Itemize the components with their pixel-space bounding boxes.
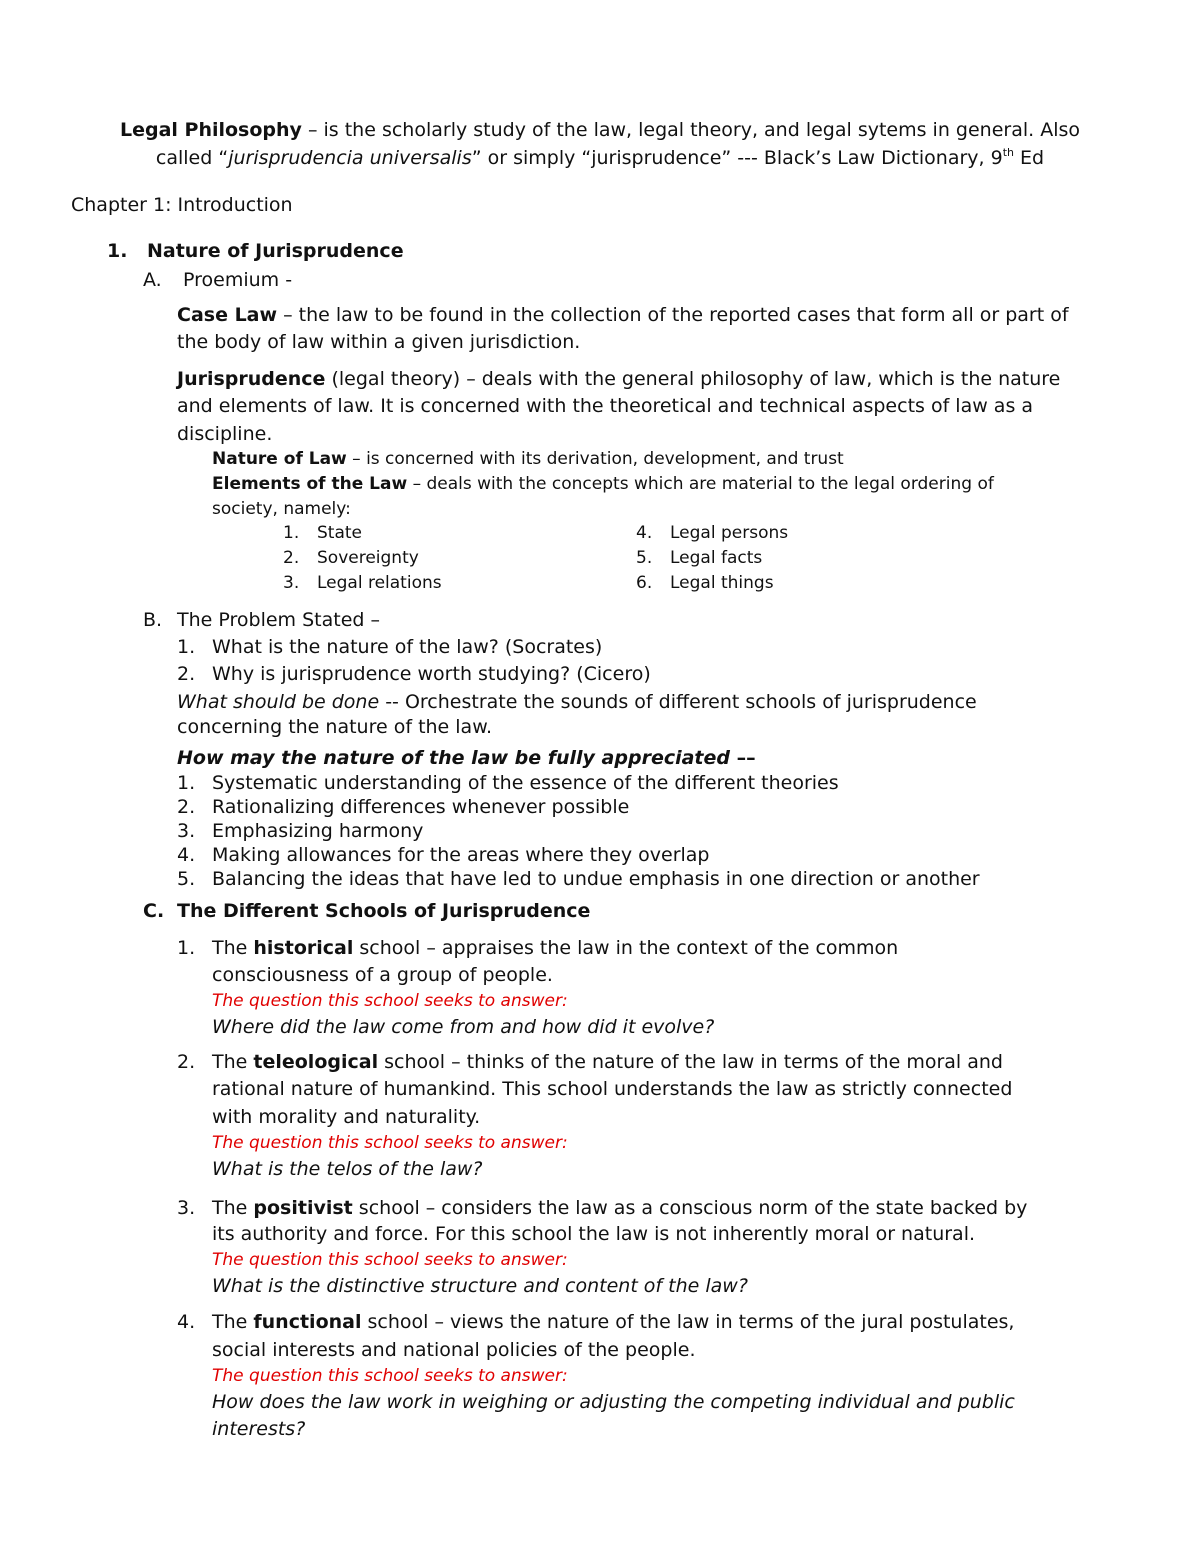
nature-of-law-term: Nature of Law xyxy=(212,449,347,469)
subsection-a-letter: A. xyxy=(143,269,162,291)
list-item xyxy=(177,771,839,795)
school-text-1: school – thinks of the nature of the law in terms of the moral and xyxy=(378,1051,1003,1073)
school-text-1: school – appraises the law in the context of the common xyxy=(353,937,899,959)
todo-text-1: -- Orchestrate the sounds of different schools of jurisprudence xyxy=(379,691,977,713)
school-question-text: What is the telos of the law? xyxy=(212,1158,483,1180)
list-label: State xyxy=(317,523,362,543)
subsection-a-title: Proemium - xyxy=(183,269,293,291)
school-historical-line-1 xyxy=(177,936,898,960)
school-question xyxy=(212,1390,1015,1414)
list-num: 1. xyxy=(177,937,196,959)
subsection-c-title: The Different Schools of Jurisprudence xyxy=(177,900,591,922)
school-functional-line-2: social interests and national policies of the people. xyxy=(212,1339,696,1361)
elements-text-1: – deals with the concepts which are material to the legal ordering of xyxy=(407,474,994,494)
list-label: Legal facts xyxy=(670,548,763,568)
school-teleological-line-2: rational nature of humankind. This school understands the law as strictly connected xyxy=(212,1078,1013,1100)
subsection-b-title: The Problem Stated – xyxy=(177,609,380,631)
school-name: positivist xyxy=(253,1197,353,1219)
case-law-line-1 xyxy=(177,303,1069,327)
school-question-text-2: interests? xyxy=(212,1418,306,1440)
list-label: Balancing the ideas that have led to undue emphasis in one direction or another xyxy=(212,868,980,890)
list-num: 4. xyxy=(177,844,196,866)
list-label: Legal things xyxy=(670,573,774,593)
list-label: Sovereignty xyxy=(317,548,419,568)
list-item xyxy=(636,521,788,545)
section-1-heading xyxy=(107,239,404,263)
list-num: 3. xyxy=(177,820,196,842)
intro-def-sup: th xyxy=(1002,146,1014,159)
school-question-text: What is the distinctive structure and content of the law? xyxy=(212,1275,748,1297)
intro-def-b2: ” or simply “jurisprudence” --- Black’s Law Dictionary, 9 xyxy=(471,147,1003,169)
list-item xyxy=(636,571,774,595)
school-pre: The xyxy=(212,1051,254,1073)
list-item xyxy=(283,571,442,595)
todo-line-2: concerning the nature of the law. xyxy=(177,716,493,738)
list-num: 3. xyxy=(177,1197,196,1219)
how-heading xyxy=(177,746,756,770)
list-label: Legal persons xyxy=(670,523,789,543)
intro-def-italic: jurisprudencia universalis xyxy=(228,147,472,169)
list-label: Legal relations xyxy=(317,573,442,593)
school-name: historical xyxy=(253,937,354,959)
list-item xyxy=(283,546,419,570)
jurisprudence-text-1: (legal theory) – deals with the general philosophy of law, which is the nature xyxy=(325,368,1061,390)
school-pre: The xyxy=(212,1311,254,1333)
school-question xyxy=(212,1157,483,1181)
school-positivist-line-1 xyxy=(177,1196,1027,1220)
todo-line-1 xyxy=(177,690,977,714)
how-heading-text: How may the nature of the law be fully appreciated xyxy=(177,747,731,769)
school-teleological-line-3: with morality and naturality. xyxy=(212,1106,481,1128)
list-label: Making allowances for the areas where they overlap xyxy=(212,844,710,866)
elements-line-2: society, namely: xyxy=(212,499,351,519)
school-question-label: The question this school seeks to answer: xyxy=(212,1133,568,1153)
school-question-label: The question this school seeks to answer: xyxy=(212,1250,568,1270)
list-num: 6. xyxy=(636,573,653,593)
list-item xyxy=(636,546,762,570)
list-item xyxy=(283,521,362,545)
list-label: What is the nature of the law? (Socrates) xyxy=(212,636,603,658)
school-question-label: The question this school seeks to answer: xyxy=(212,1366,568,1386)
school-question xyxy=(212,1274,748,1298)
subsection-c-heading xyxy=(143,899,590,923)
list-num: 1. xyxy=(283,523,300,543)
nature-of-law-line xyxy=(212,447,844,471)
jurisprudence-term: Jurisprudence xyxy=(177,368,326,390)
school-text-1: school – views the nature of the law in terms of the jural postulates, xyxy=(361,1311,1015,1333)
school-teleological-line-1 xyxy=(177,1050,1003,1074)
how-heading-dash: –– xyxy=(730,747,756,769)
school-question-cont xyxy=(212,1417,305,1441)
jurisprudence-line-1 xyxy=(177,367,1060,391)
list-num: 3. xyxy=(283,573,300,593)
school-question-text: Where did the law come from and how did it evolve? xyxy=(212,1016,715,1038)
school-functional-line-1 xyxy=(177,1310,1014,1334)
elements-term: Elements of the Law xyxy=(212,474,408,494)
list-item xyxy=(177,662,651,686)
list-num: 4. xyxy=(177,1311,196,1333)
list-num: 1. xyxy=(177,636,196,658)
list-label: Systematic understanding of the essence of the different theories xyxy=(212,772,839,794)
school-question-label: The question this school seeks to answer: xyxy=(212,991,568,1011)
school-text-1: school – considers the law as a conscious norm of the state backed by xyxy=(352,1197,1028,1219)
todo-italic: What should be done xyxy=(177,691,380,713)
list-num: 2. xyxy=(177,796,196,818)
list-item xyxy=(177,867,980,891)
list-label: Why is jurisprudence worth studying? (Cicero) xyxy=(212,663,651,685)
elements-line-1 xyxy=(212,472,994,496)
list-num: 2. xyxy=(283,548,300,568)
school-pre: The xyxy=(212,1197,254,1219)
list-num: 5. xyxy=(177,868,196,890)
school-name: teleological xyxy=(253,1051,379,1073)
subsection-b-letter: B. xyxy=(143,609,163,631)
list-item xyxy=(177,819,423,843)
list-item xyxy=(177,843,710,867)
school-historical-line-2: consciousness of a group of people. xyxy=(212,964,553,986)
list-item xyxy=(177,795,629,819)
school-pre: The xyxy=(212,937,254,959)
intro-def-a: – is the scholarly study of the law, legal theory, and legal sytems in general. Also xyxy=(301,119,1081,141)
chapter-heading: Chapter 1: Introduction xyxy=(71,194,293,216)
list-label: Emphasizing harmony xyxy=(212,820,424,842)
list-num: 2. xyxy=(177,663,196,685)
nature-of-law-def: – is concerned with its derivation, development, and trust xyxy=(346,449,844,469)
jurisprudence-line-2: and elements of law. It is concerned with the theoretical and technical aspects of law as a xyxy=(177,395,1034,417)
list-num: 5. xyxy=(636,548,653,568)
school-question xyxy=(212,1015,714,1039)
school-name: functional xyxy=(253,1311,362,1333)
subsection-a-heading xyxy=(143,268,292,292)
subsection-b-heading xyxy=(143,608,380,632)
section-1-num: 1. xyxy=(107,240,128,262)
case-law-text-1: – the law to be found in the collection of the reported cases that form all or part of xyxy=(277,304,1069,326)
list-item xyxy=(177,635,602,659)
school-question-text: How does the law work in weighing or adjusting the competing individual and public xyxy=(212,1391,1015,1413)
section-1-title: Nature of Jurisprudence xyxy=(147,240,404,262)
school-positivist-line-2: its authority and force. For this school the law is not inherently moral or natural. xyxy=(212,1223,976,1245)
list-num: 1. xyxy=(177,772,196,794)
intro-line-2 xyxy=(0,146,1200,170)
list-label: Rationalizing differences whenever possible xyxy=(212,796,630,818)
jurisprudence-line-3: discipline. xyxy=(177,423,273,445)
list-num: 4. xyxy=(636,523,653,543)
intro-line-1 xyxy=(0,118,1200,142)
intro-def-b1: called “ xyxy=(155,147,229,169)
intro-def-b3: Ed xyxy=(1013,147,1045,169)
subsection-c-letter: C. xyxy=(143,900,165,922)
case-law-line-2: the body of law within a given jurisdiction. xyxy=(177,331,581,353)
intro-term: Legal Philosophy xyxy=(119,119,302,141)
list-num: 2. xyxy=(177,1051,196,1073)
case-law-term: Case Law xyxy=(177,304,278,326)
